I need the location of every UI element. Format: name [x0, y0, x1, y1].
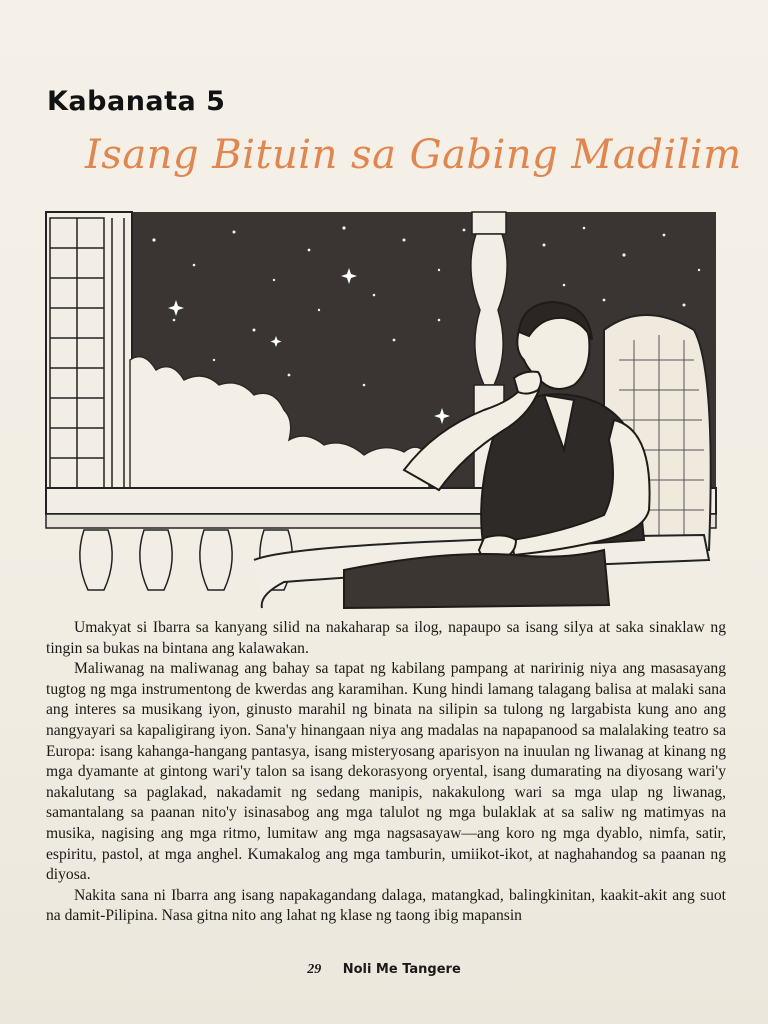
hand-chin — [514, 372, 541, 394]
paragraph: Maliwanag na maliwanag ang bahay sa tapat ng kabilang pampang at naririnig niya ang masasayang tugtog ng mga instrumentong de kwerdas ang karamihan. Kung hindi lamang talagang balisa at malaki sana ang interes sa musikang iyon, ginusto marahil ng binata na silipin sa tulong ng largabista kung ano ang nangyayari sa kapaligirang iyon. Sana'y hinangaan niya ang madalas na napapanood sa malalaking teatro sa Europa: isang kahanga-hangang pantasya, isang misteryosang aparisyon na inuulan ng liwanag at kinang ng mga dyamante at gintong wari'y talon sa isang dekorasyong oryental, isang dumarating na diyosang wari'y nakalutang sa paglakad, nakadamit ng sedang manipis, nakakulong wari sa mga ulap ng liwanag, samantalang sa paanan nito'y isinasabog ang mga talulot ng mga bulaklak at sa saliw ng matimyas na musika, nagising ang mga ritmo, lumitaw ang mga nagsasayaw—ang koro ng mga dyablo, nimfa, satir, espiritu, pastol, at mga anghel. Kumakalog ang mga tamburin, umiikot-ikot, at naghahandog sa paanan ng diyosa. — [46, 660, 726, 884]
page-number: 29 — [307, 962, 322, 977]
book-title: Noli Me Tangere — [342, 962, 461, 977]
page-footer — [0, 962, 768, 978]
paragraph: Umakyat si Ibarra sa kanyang silid na nakaharap sa ilog, napaupo sa isang silya at saka sinaklaw ng tingin sa bukas na bintana ang kalawakan. — [46, 619, 726, 657]
chapter-label: Kabanata 5 — [47, 86, 226, 117]
paragraph: Nakita sana ni Ibarra ang isang napakagandang dalaga, matangkad, balingkinitan, kaakit-akit ang suot na damit-Pilipina. Nasa gitna nito ang lahat ng klase ng taong ibig mapansin — [46, 886, 726, 925]
chapter-illustration — [44, 210, 720, 612]
chapter-title: Isang Bituin sa Gabing Madilim — [85, 132, 742, 178]
chapter-body — [46, 618, 726, 927]
